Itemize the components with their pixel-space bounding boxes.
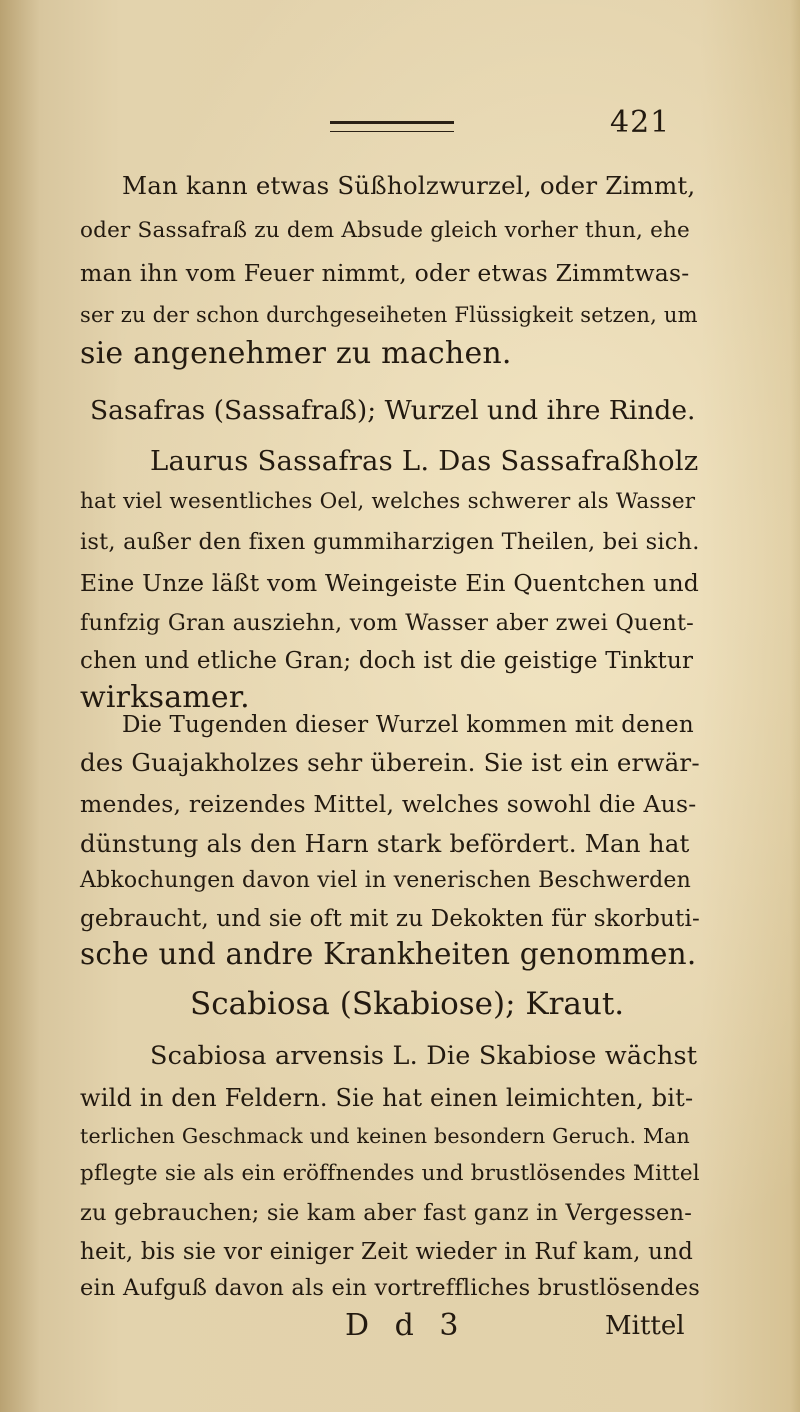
- text-line: dünstung als den Harn stark befördert. Man hat: [80, 829, 690, 858]
- text-line: ein Aufguß davon als ein vortreffliches brustlösendes: [80, 1275, 700, 1301]
- text-line: wirksamer.: [80, 680, 250, 715]
- text-line: Laurus Sassafras L. Das Sassafraßholz: [150, 445, 699, 477]
- text-line: sche und andre Krankheiten genommen.: [80, 937, 697, 971]
- text-line: chen und etliche Gran; doch ist die geistige Tinktur: [80, 648, 694, 674]
- text-line: heit, bis sie vor einiger Zeit wieder in Ruf kam, und: [80, 1239, 694, 1265]
- text-line: mendes, reizendes Mittel, welches sowohl die Aus-: [80, 790, 697, 818]
- catchword: Mittel: [605, 1311, 685, 1341]
- text-line: oder Sassafraß zu dem Absude gleich vorher thun, ehe: [80, 218, 690, 243]
- text-line: Scabiosa arvensis L. Die Skabiose wächst: [150, 1041, 698, 1071]
- text-line: Man kann etwas Süßholzwurzel, oder Zimmt,: [122, 171, 696, 200]
- section-heading-sassafras: Sasafras (Sassafraß); Wurzel und ihre Rinde.: [90, 395, 696, 426]
- text-line: ist, außer den fixen gummiharzigen Theilen, bei sich.: [80, 529, 700, 555]
- text-line: ser zu der schon durchgeseiheten Flüssigkeit setzen, um: [80, 303, 698, 327]
- text-line: pflegte sie als ein eröffnendes und brustlösendes Mittel: [80, 1161, 700, 1186]
- text-line: wild in den Feldern. Sie hat einen leimichten, bit-: [80, 1084, 694, 1112]
- signature-mark: D d 3: [345, 1308, 467, 1343]
- text-line: terlichen Geschmack und keinen besondern Geruch. Man: [80, 1124, 690, 1148]
- text-line: man ihn vom Feuer nimmt, oder etwas Zimmtwas-: [80, 259, 690, 287]
- text-line: Die Tugenden dieser Wurzel kommen mit denen: [122, 712, 694, 738]
- header-rule: [330, 121, 454, 132]
- text-line: hat viel wesentliches Oel, welches schwerer als Wasser: [80, 489, 696, 514]
- text-line: funfzig Gran ausziehn, vom Wasser aber zwei Quent-: [80, 610, 694, 636]
- text-line: des Guajakholzes sehr überein. Sie ist ein erwär-: [80, 748, 700, 777]
- section-heading-scabiosa: Scabiosa (Skabiose); Kraut.: [190, 986, 625, 1022]
- text-line: Abkochungen davon viel in venerischen Beschwerden: [80, 868, 691, 893]
- text-line: zu gebrauchen; sie kam aber fast ganz in Vergessen-: [80, 1200, 693, 1226]
- text-line: sie angenehmer zu machen.: [80, 336, 512, 371]
- page-number: 421: [610, 105, 671, 140]
- text-line: Eine Unze läßt vom Weingeiste Ein Quentchen und: [80, 569, 700, 597]
- text-line: gebraucht, und sie oft mit zu Dekokten für skorbuti-: [80, 906, 701, 932]
